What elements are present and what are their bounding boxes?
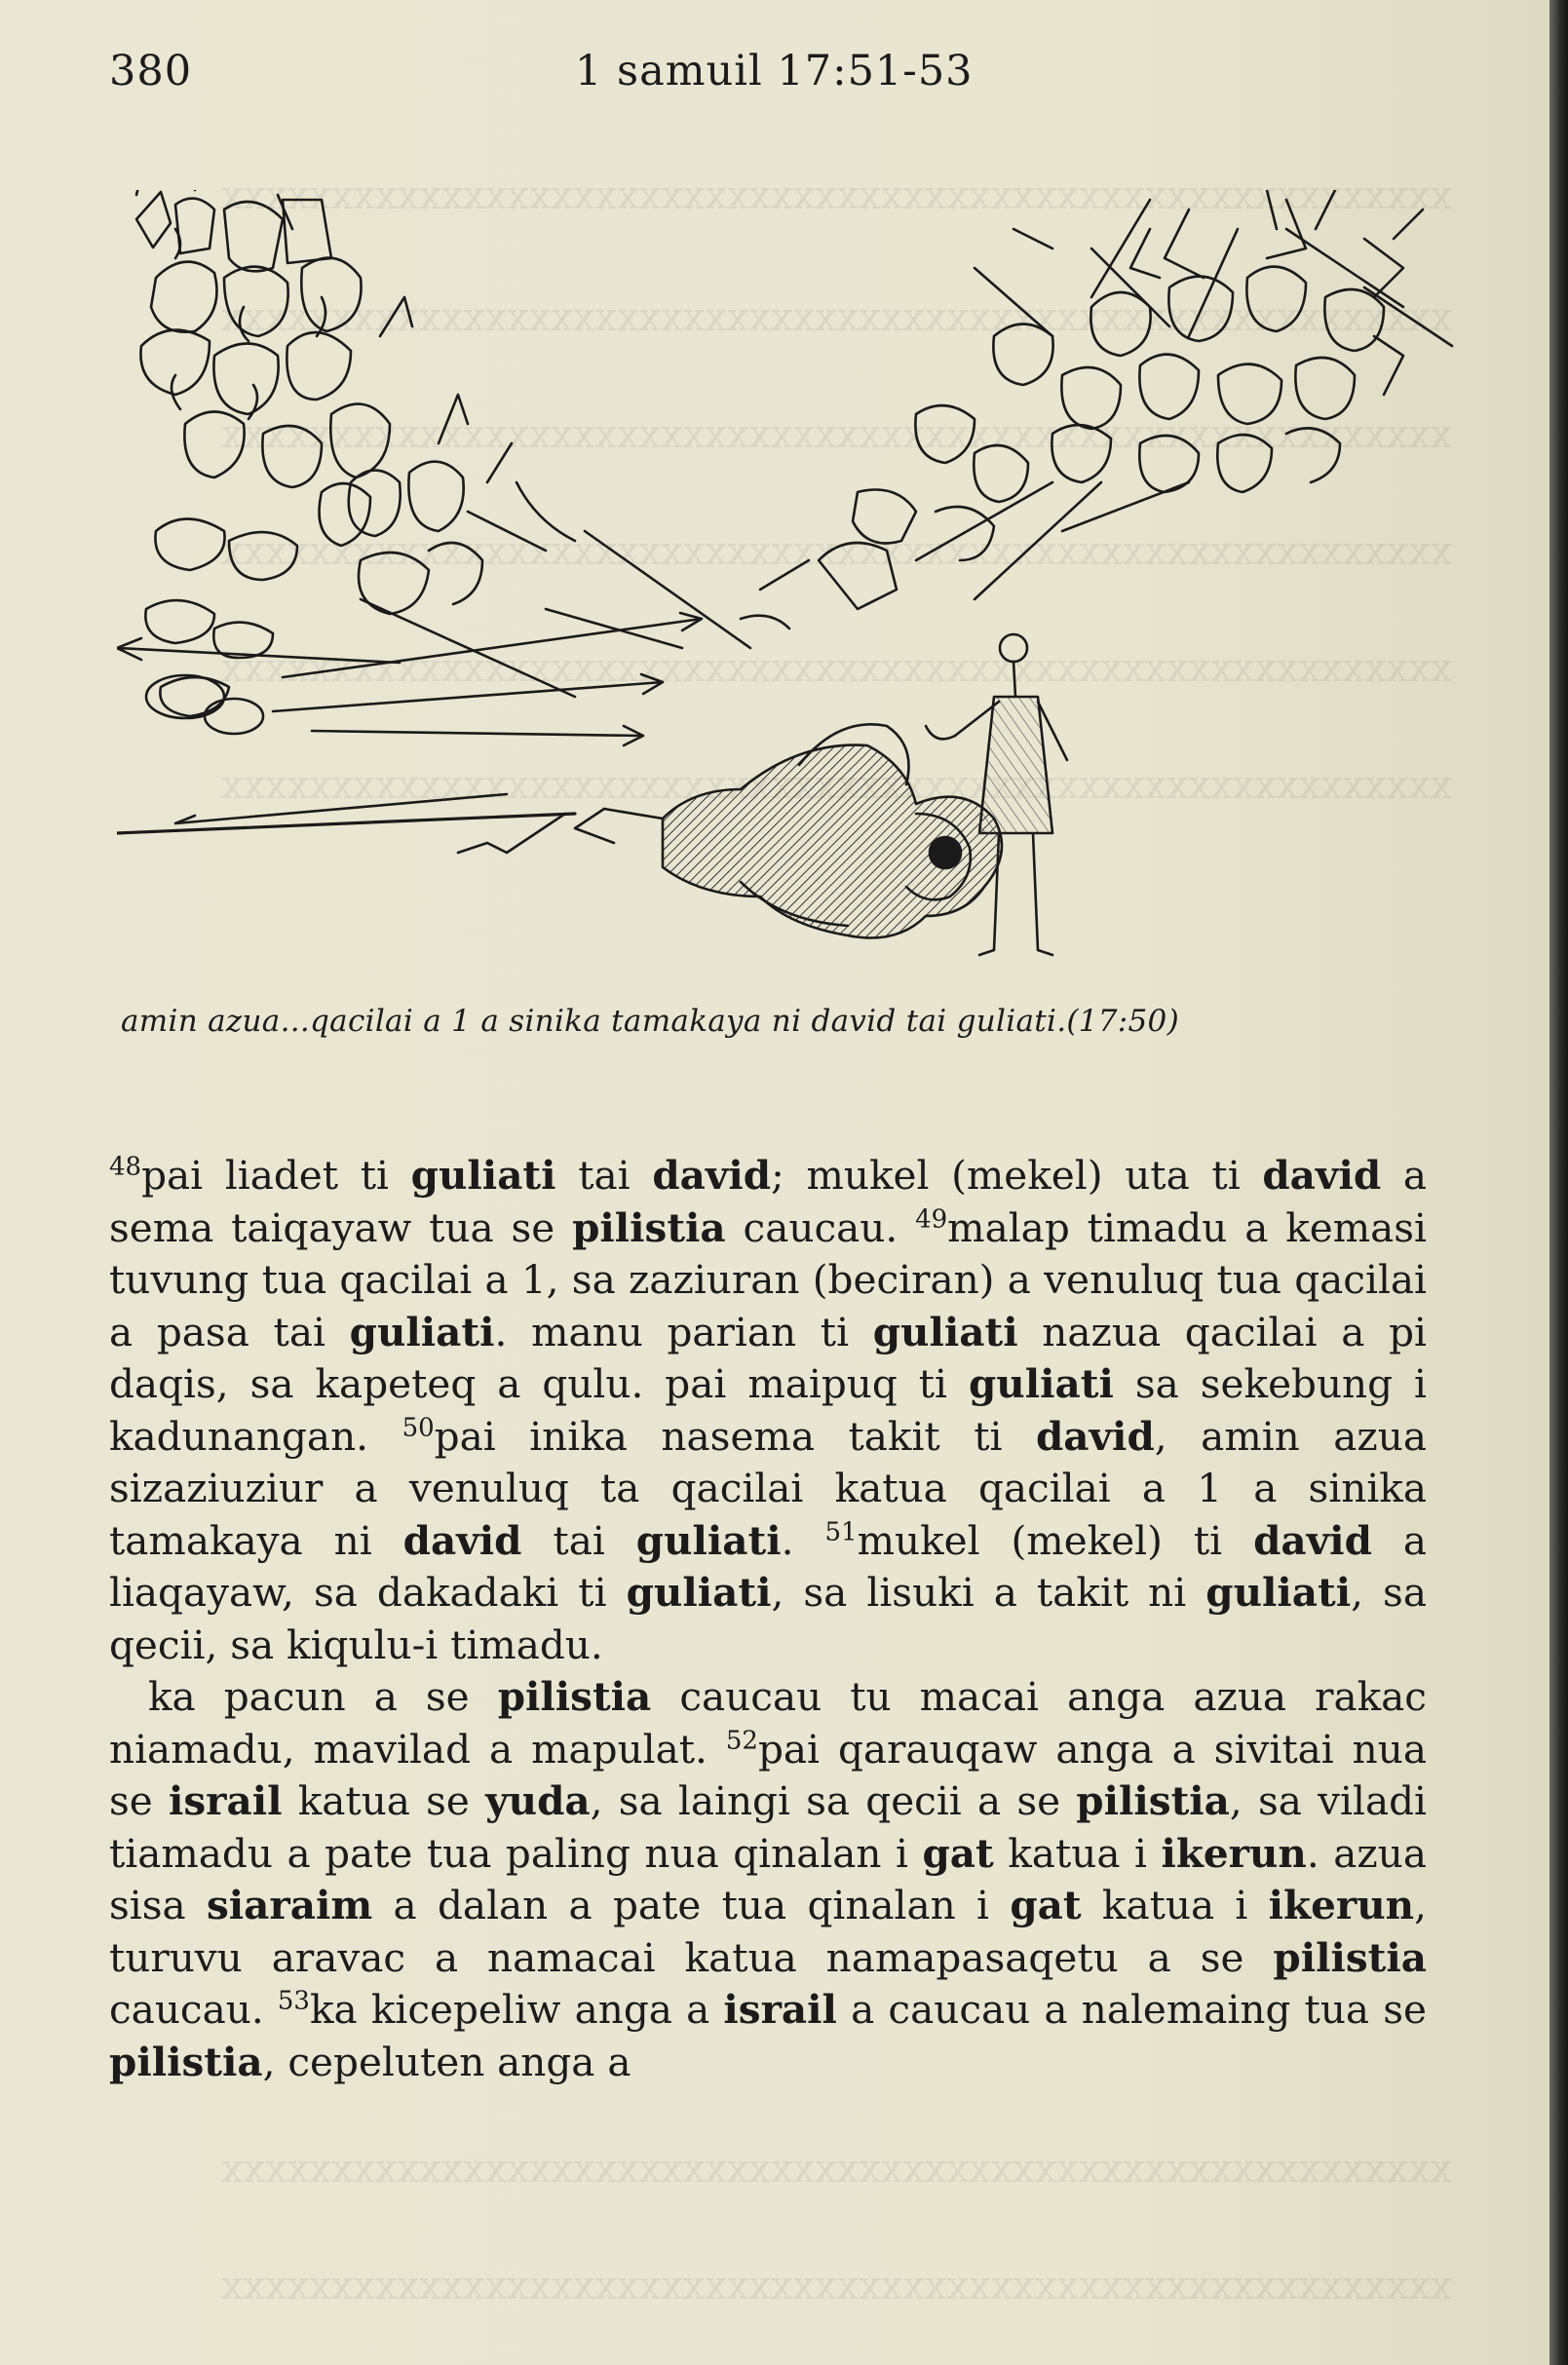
verse-text: katua se xyxy=(282,1777,486,1824)
proper-name: israil xyxy=(168,1777,283,1824)
verse-text: caucau. xyxy=(109,1986,278,2033)
paragraph xyxy=(109,1671,1427,2088)
verse-text: nazua qacilai a pi daqis, sa kapeteq a qulu. pai maipuq ti xyxy=(109,1308,1427,1407)
proper-name: gat xyxy=(922,1829,994,1877)
proper-name: guliati xyxy=(1205,1569,1352,1616)
verse-text: , sa qecii, sa kiqulu-i timadu. xyxy=(109,1569,1427,1668)
verse-text: a caucau a nalemaing tua se xyxy=(836,1986,1427,2033)
verse-text: . xyxy=(781,1516,825,1564)
scripture-passage xyxy=(109,1150,1427,2088)
proper-name: guliati xyxy=(626,1569,772,1616)
proper-name: ikerun xyxy=(1268,1882,1415,1928)
verse-text: pai qarauqaw anga a sivitai nua se xyxy=(109,1725,1427,1824)
proper-name: siaraim xyxy=(206,1882,373,1928)
proper-name: israil xyxy=(723,1986,837,2033)
verse-text: . azua sisa xyxy=(109,1829,1427,1928)
verse-text: . manu parian ti xyxy=(494,1308,873,1355)
verse-text: , sa lisuki a takit ni xyxy=(771,1569,1206,1616)
proper-name: pilistia xyxy=(1273,1933,1427,1981)
verse-text: pai liadet ti xyxy=(141,1152,411,1199)
proper-name: pilistia xyxy=(1076,1777,1230,1824)
proper-name: david xyxy=(1262,1152,1382,1199)
book-binding-edge xyxy=(1549,0,1568,2365)
verse-text: , sa viladi tiamadu a pate tua paling nua qinalan i xyxy=(109,1777,1427,1877)
right-army-drawing xyxy=(741,190,1452,629)
running-title: 1 samuil 17:51-53 xyxy=(575,47,974,95)
verse-text: a dalan a pate tua qinalan i xyxy=(372,1882,1011,1928)
verse-text: ; mukel (mekel) uta ti xyxy=(771,1152,1263,1199)
verse-text: ka pacun a se xyxy=(148,1673,498,1720)
left-army-drawing xyxy=(136,190,512,716)
proper-name: david xyxy=(1035,1412,1155,1460)
verse-number: 49 xyxy=(915,1204,948,1234)
proper-name: gat xyxy=(1010,1882,1082,1928)
page-number: 380 xyxy=(109,47,193,95)
proper-name: pilistia xyxy=(109,2038,263,2085)
verse-text: tai xyxy=(555,1152,653,1199)
verse-text: pai inika nasema takit ti xyxy=(434,1412,1036,1460)
proper-name: guliati xyxy=(635,1516,782,1564)
verse-number: 48 xyxy=(109,1152,142,1182)
battle-illustration xyxy=(117,190,1472,1028)
verse-number: 50 xyxy=(402,1413,435,1442)
verse-text: malap timadu a kemasi tuvung tua qacilai a 1, sa zaziuran (beciran) a venuluq tua qacilai a pasa tai xyxy=(109,1203,1427,1355)
proper-name: david xyxy=(652,1152,772,1199)
verse-text: mukel (mekel) ti xyxy=(857,1516,1254,1564)
verse-text: katua i xyxy=(1081,1882,1269,1928)
verse-number: 53 xyxy=(277,1986,310,2016)
verse-text: , cepeluten anga a xyxy=(262,2038,631,2085)
verse-number: 52 xyxy=(725,1726,758,1755)
verse-number: 51 xyxy=(824,1517,858,1546)
proper-name: yuda xyxy=(485,1777,591,1824)
goliath-figure-drawing xyxy=(117,724,1002,937)
proper-name: pilistia xyxy=(572,1203,726,1251)
verse-text: a liaqayaw, sa dakadaki ti xyxy=(109,1516,1428,1616)
verse-text: , turuvu aravac a namacai katua namapasaqetu a se xyxy=(109,1882,1427,1981)
paragraph xyxy=(109,1150,1427,1671)
verse-text: ka kicepeliw anga a xyxy=(309,1986,724,2033)
proper-name: pilistia xyxy=(497,1673,652,1720)
proper-name: david xyxy=(1253,1516,1372,1564)
proper-name: david xyxy=(402,1516,522,1564)
page-header xyxy=(109,47,1473,105)
proper-name: guliati xyxy=(410,1152,556,1199)
proper-name: guliati xyxy=(872,1308,1018,1355)
proper-name: guliati xyxy=(968,1360,1114,1407)
verse-text: sa sekebung i kadunangan. xyxy=(109,1360,1427,1460)
verse-text: tai xyxy=(521,1516,636,1564)
book-page: xxxxxxxxxxxxxxxxxxxxxxxxxxxxxxxxxxxxxxxxxxxxxxxxxxxxxxxx xxxxxxxxxxxxxxxxxxxxxxxxxxxxxxxxxxxxxxxxxxxxxxxxxxxxxxxx xxxxxxxxxxxxxxxxxxxxxxxxxxxxxxxxxxxxxxxxxxxxxxxxxxxxxxxx xxxxxxxxxxxxxxxxxxxxxxxxxxxxxxxxxxxxxxxxxxxxxxxxxxxxxxxx xxxxxxxxxxxxxxxxxxxxxxxxxxxxxxxxxxxxxxxxxxxxxxxxxxxxxxxx xxxxxxxxxxxxxxxxxxxxxxxxxxxxxxxxxxxxxxxxxxxxxxxxxxxxxxxx xxxxxxxxxxxxxxxxxxxxxxxxxxxxxxxxxxxxxxxxxxxxxxxxxxxxxxxx 380 1 samuil 17:51-53 amin azua...qacilai a 1 a sinika tamakaya ni david tai guliati.(17:50) $^{48}$pai liadet ti guliati tai david; mukel (mekel) uta ti david a sema taiqayaw tua se pilistia caucau. $^{49}$malap timadu a kemasi tuvung tua qacilai a 1, sa zaziuran (beciran) a venuluq tua qacilai a pasa tai guliati. manu parian ti guliati nazua qacilai a pi daqis, sa kapeteq a qulu. pai maipuq ti guliati sa sekebung i kadunangan. $^{50}$pai inika nasema takit ti david, amin azua sizaziuziur a venuluq ta qacilai katua qacilai a 1 a sinika tamakaya ni david tai guliati. $^{51}$mukel (mekel) ti david a liaqayaw, sa dakadaki ti guliati, sa lisuki a takit ni guliati, sa qecii, sa kiqulu-i timadu. ka pacun a se pilistia caucau tu macai anga azua rakac niamadu, mavilad a mapulat. $^{52}$pai qarauqaw anga a sivitai nua se israil katua se yuda, sa laingi sa qecii a se pilistia, sa viladi tiamadu a pate tua paling nua qinalan i gat katua i ikerun. azua sisa siaraim a dalan a pate tua qinalan i gat katua i ikerun, turuvu aravac a namacai katua namapasaqetu a se pilistia caucau. $^{53}$ka kicepeliw anga a israil a caucau a nalemaing tua se pilistia, cepeluten anga a xyxy=(0,0,1549,2365)
illustration-caption: amin azua...qacilai a 1 a sinika tamakaya ni david tai guliati.(17:50) xyxy=(121,1004,1179,1039)
verse-text: caucau tu macai anga azua rakac niamadu, mavilad a mapulat. xyxy=(109,1673,1427,1773)
proper-name: guliati xyxy=(349,1308,495,1355)
verse-text: a sema taiqayaw tua se xyxy=(109,1152,1427,1251)
verse-text: , amin azua sizaziuziur a venuluq ta qacilai katua qacilai a 1 a sinika tamakaya ni xyxy=(109,1412,1427,1564)
verse-text: katua i xyxy=(993,1829,1162,1877)
verse-text: caucau. xyxy=(725,1203,916,1251)
proper-name: ikerun xyxy=(1161,1829,1307,1877)
verse-text: , sa laingi sa qecii a se xyxy=(590,1777,1077,1824)
